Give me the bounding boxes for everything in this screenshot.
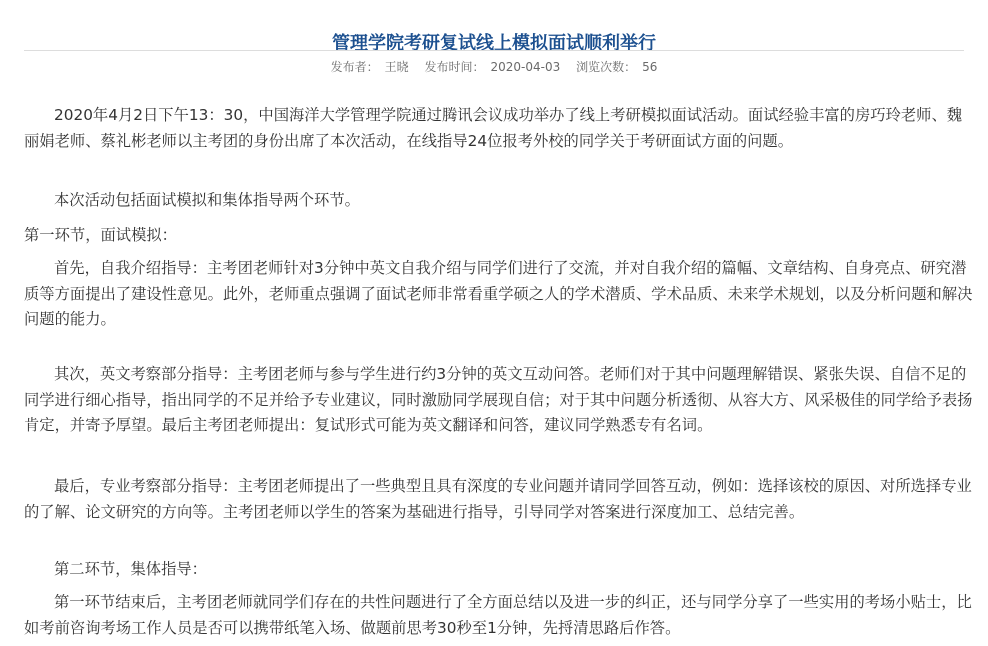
author-label: 发布者： bbox=[330, 60, 379, 74]
title-divider bbox=[24, 50, 964, 51]
author-info bbox=[328, 60, 412, 74]
views-info bbox=[573, 60, 660, 74]
date-label: 发布时间： bbox=[424, 60, 485, 74]
paragraph-overview: 本次活动包括面试模拟和集体指导两个环节。 bbox=[54, 191, 360, 209]
date-info bbox=[421, 60, 563, 74]
section-heading-second: 第二环节，集体指导： bbox=[54, 560, 207, 578]
paragraph-self-intro: 首先，自我介绍指导：主考团老师针对3分钟中英文自我介绍与同学们进行了交流，并对自我介绍的篇幅、文章结构、自身亮点、研究潜质等方面提出了建设性意见。此外，老师重点强调了面试老师非常看重学硕之人的学术潜质、学术品质、未来学术规划，以及分析问题和解决问题的能力。 bbox=[24, 259, 973, 328]
section-heading-first: 第一环节，面试模拟： bbox=[24, 226, 177, 244]
article-title: 管理学院考研复试线上模拟面试顺利举行 bbox=[332, 33, 656, 55]
article-meta bbox=[0, 57, 988, 77]
paragraph-group-guidance: 第一环节结束后，主考团老师就同学们存在的共性问题进行了全方面总结以及进一步的纠正，还与同学分享了一些实用的考场小贴士，比如考前咨询考场工作人员是否可以携带纸笔入场、做题前思考30秒至1分钟，先捋清思路后作答。 bbox=[24, 593, 972, 637]
paragraph-english: 其次，英文考察部分指导：主考团老师与参与学生进行约3分钟的英文互动问答。老师们对于其中问题理解错误、紧张失误、自信不足的同学进行细心指导，指出同学的不足并给予专业建议，同时激励同学展现自信；对于其中问题分析透彻、从容大方、风采极佳的同学给予表扬肯定，并寄予厚望。最后主考团老师提出：复试形式可能为英文翻译和问答，建议同学熟悉专有名词。 bbox=[24, 365, 973, 434]
paragraph-professional: 最后，专业考察部分指导：主考团老师提出了一些典型且具有深度的专业问题并请同学回答互动，例如：选择该校的原因、对所选择专业的了解、论文研究的方向等。主考团老师以学生的答案为基础进行指导，引导同学对答案进行深度加工、总结完善。 bbox=[24, 477, 972, 521]
author-name: 王晓 bbox=[384, 60, 409, 74]
paragraph-intro: 2020年4月2日下午13：30，中国海洋大学管理学院通过腾讯会议成功举办了线上考研模拟面试活动。面试经验丰富的房巧玲老师、魏丽娟老师、蔡礼彬老师以主考团的身份出席了本次活动，在线指导24位报考外校的同学关于考研面试方面的问题。 bbox=[24, 106, 963, 150]
publish-date: 2020-04-03 bbox=[490, 60, 561, 74]
views-label: 浏览次数： bbox=[576, 60, 637, 74]
view-count: 56 bbox=[642, 60, 658, 74]
